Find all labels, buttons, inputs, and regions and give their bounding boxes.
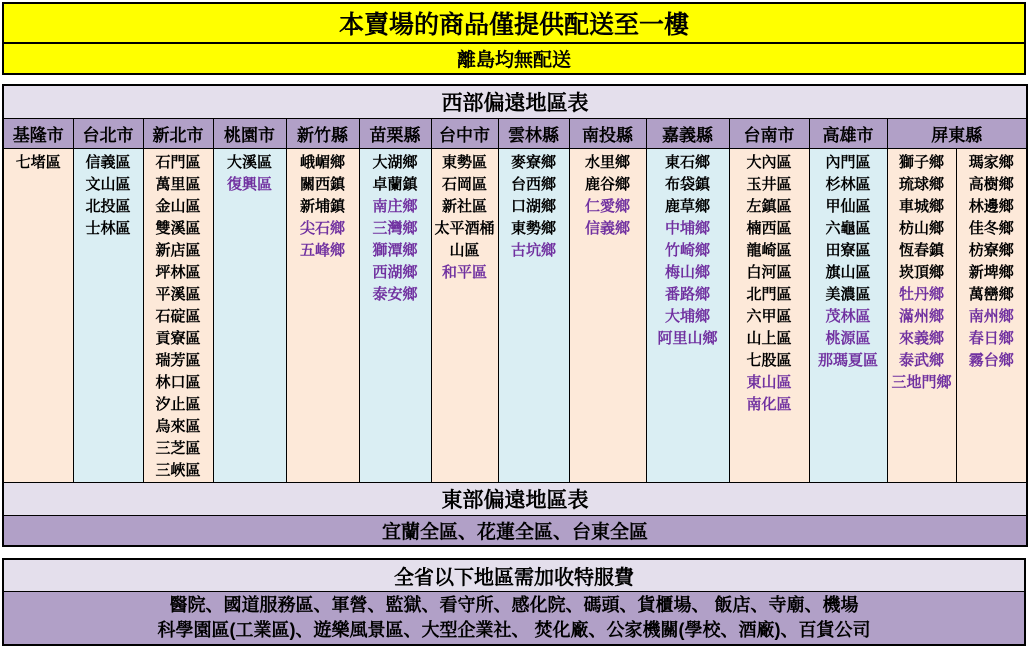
district-item: 復興區 — [226, 176, 272, 193]
district-item: 牡丹鄉 — [898, 286, 944, 303]
district-item: 獅潭鄉 — [372, 242, 418, 259]
district-item: 新社區 — [441, 198, 487, 215]
district-item: 南化區 — [746, 396, 792, 413]
west-table-title: 西部偏遠地區表 — [3, 85, 1027, 119]
district-item: 三地門鄉 — [891, 374, 952, 391]
district-item: 那瑪夏區 — [817, 352, 878, 369]
district-item: 和平區 — [441, 264, 487, 281]
district-item: 東山區 — [746, 374, 792, 391]
district-item: 坪林區 — [155, 264, 201, 281]
district-item: 北投區 — [85, 198, 131, 215]
district-item: 枋寮鄉 — [968, 242, 1014, 259]
district-item: 霧台鄉 — [968, 352, 1014, 369]
district-item: 新店區 — [155, 242, 201, 259]
district-item: 三芝區 — [155, 440, 201, 457]
district-item: 信義區 — [85, 154, 131, 171]
district-item: 尖石鄉 — [299, 220, 345, 237]
district-item: 車城鄉 — [898, 198, 944, 215]
district-item: 中埔鄉 — [664, 220, 710, 237]
district-item: 麥寮鄉 — [510, 154, 556, 171]
district-item: 東石鄉 — [664, 154, 710, 171]
district-item: 鹿谷鄉 — [584, 176, 630, 193]
west-data-row — [3, 149, 1027, 483]
district-item: 台西鄉 — [510, 176, 556, 193]
district-item: 美濃區 — [825, 286, 871, 303]
fee-line-1: 醫院、國道服務區、軍營、監獄、看守所、感化院、碼頭、貨櫃場、 飯店、寺廟、機場 — [169, 595, 859, 615]
district-item: 新埤鄉 — [968, 264, 1014, 281]
district-item: 春日鄉 — [968, 330, 1014, 347]
district-item: 萬里區 — [155, 176, 201, 193]
district-item: 玉井區 — [746, 176, 792, 193]
district-item: 文山區 — [85, 176, 131, 193]
west-header-row — [3, 119, 1027, 149]
district-item: 古坑鄉 — [510, 242, 556, 259]
district-item: 林口區 — [155, 374, 201, 391]
district-item: 大溪區 — [226, 154, 272, 171]
district-item: 西湖鄉 — [372, 264, 418, 281]
district-item: 白河區 — [746, 264, 792, 281]
district-item: 峨嵋鄉 — [299, 154, 345, 171]
district-list-8 — [498, 149, 569, 483]
column-header-6: 苗栗縣 — [359, 119, 431, 149]
column-header-8: 雲林縣 — [498, 119, 569, 149]
west-region-table — [2, 84, 1028, 547]
district-item: 山上區 — [746, 330, 792, 347]
fee-table-content — [3, 592, 1025, 646]
district-item: 汐止區 — [155, 396, 201, 413]
column-header-1: 基隆市 — [3, 119, 73, 149]
district-item: 鹿草鄉 — [664, 198, 710, 215]
district-item: 萬巒鄉 — [968, 286, 1014, 303]
district-item: 北門區 — [746, 286, 792, 303]
district-item: 南庄鄉 — [372, 198, 418, 215]
column-header-9: 南投縣 — [569, 119, 646, 149]
district-item: 茂林區 — [825, 308, 871, 325]
banner-table — [2, 2, 1026, 75]
district-list-2 — [73, 149, 143, 483]
district-item: 水里鄉 — [584, 154, 630, 171]
east-table-title: 東部偏遠地區表 — [3, 483, 1027, 516]
district-item: 林邊鄉 — [968, 198, 1014, 215]
district-item: 貢寮區 — [155, 330, 201, 347]
district-item: 旗山區 — [825, 264, 871, 281]
district-item: 平溪區 — [155, 286, 201, 303]
district-item: 甲仙區 — [825, 198, 871, 215]
column-header-3: 新北市 — [143, 119, 213, 149]
banner-subtitle: 離島均無配送 — [3, 43, 1025, 74]
district-item: 泰武鄉 — [898, 352, 944, 369]
district-list-3 — [143, 149, 213, 483]
district-item: 七堵區 — [15, 154, 61, 171]
district-item: 泰安鄉 — [372, 286, 418, 303]
district-item: 仁愛鄉 — [584, 198, 630, 215]
district-item: 楠西區 — [746, 220, 792, 237]
fee-table — [2, 558, 1026, 646]
district-list-13 — [887, 149, 956, 483]
district-item: 三灣鄉 — [372, 220, 418, 237]
district-list-12 — [809, 149, 887, 483]
column-header-10: 嘉義縣 — [646, 119, 729, 149]
district-item: 桃源區 — [825, 330, 871, 347]
district-item: 大湖鄉 — [372, 154, 418, 171]
district-item: 南州鄉 — [968, 308, 1014, 325]
district-item: 關西鎮 — [299, 176, 345, 193]
district-item: 阿里山鄉 — [657, 330, 718, 347]
district-item: 竹崎鄉 — [664, 242, 710, 259]
district-item: 大埔鄉 — [664, 308, 710, 325]
column-header-7: 台中市 — [431, 119, 498, 149]
district-item: 七股區 — [746, 352, 792, 369]
district-item: 瑞芳區 — [155, 352, 201, 369]
district-item: 布袋鎮 — [664, 176, 710, 193]
district-list-5 — [286, 149, 359, 483]
column-header-11: 台南市 — [729, 119, 809, 149]
district-item: 信義鄉 — [584, 220, 630, 237]
district-list-11 — [729, 149, 809, 483]
district-item: 東勢鄉 — [510, 220, 556, 237]
district-list-10 — [646, 149, 729, 483]
district-item: 左鎮區 — [746, 198, 792, 215]
district-item: 崁頂鄉 — [898, 264, 944, 281]
east-table-content: 宜蘭全區、花蓮全區、台東全區 — [3, 516, 1027, 547]
district-item: 太平酒桶山區 — [434, 220, 495, 259]
district-item: 田寮區 — [825, 242, 871, 259]
district-item: 恆春鎮 — [898, 242, 944, 259]
district-list-7 — [431, 149, 498, 483]
district-item: 佳冬鄉 — [968, 220, 1014, 237]
district-item: 高樹鄉 — [968, 176, 1014, 193]
district-item: 新埔鎮 — [299, 198, 345, 215]
district-item: 卓蘭鎮 — [372, 176, 418, 193]
district-list-9 — [569, 149, 646, 483]
district-item: 金山區 — [155, 198, 201, 215]
district-item: 雙溪區 — [155, 220, 201, 237]
district-item: 大內區 — [746, 154, 792, 171]
banner-title: 本賣場的商品僅提供配送至一樓 — [3, 3, 1025, 43]
district-list-6 — [359, 149, 431, 483]
district-item: 石碇區 — [155, 308, 201, 325]
column-header-13: 屏東縣 — [887, 119, 1027, 149]
column-header-2: 台北市 — [73, 119, 143, 149]
district-item: 滿州鄉 — [898, 308, 944, 325]
district-item: 石岡區 — [441, 176, 487, 193]
district-item: 梅山鄉 — [664, 264, 710, 281]
fee-table-title: 全省以下地區需加收特服費 — [3, 559, 1025, 592]
district-item: 內門區 — [825, 154, 871, 171]
district-list-14 — [956, 149, 1027, 483]
column-header-12: 高雄市 — [809, 119, 887, 149]
district-item: 六龜區 — [825, 220, 871, 237]
district-item: 琉球鄉 — [898, 176, 944, 193]
district-item: 士林區 — [85, 220, 131, 237]
district-item: 龍崎區 — [746, 242, 792, 259]
district-item: 五峰鄉 — [299, 242, 345, 259]
district-item: 口湖鄉 — [510, 198, 556, 215]
district-item: 杉林區 — [825, 176, 871, 193]
district-item: 枋山鄉 — [898, 220, 944, 237]
district-item: 東勢區 — [441, 154, 487, 171]
district-item: 三峽區 — [155, 462, 201, 479]
column-header-5: 新竹縣 — [286, 119, 359, 149]
district-item: 獅子鄉 — [898, 154, 944, 171]
district-list-1 — [3, 149, 73, 483]
district-item: 瑪家鄉 — [968, 154, 1014, 171]
column-header-4: 桃園市 — [213, 119, 286, 149]
district-item: 六甲區 — [746, 308, 792, 325]
district-item: 番路鄉 — [664, 286, 710, 303]
district-list-4 — [213, 149, 286, 483]
district-item: 烏來區 — [155, 418, 201, 435]
fee-line-2: 科學園區(工業區)、遊樂風景區、大型企業社、 焚化廠、公家機關(學校、酒廠)、百貨公司 — [157, 620, 871, 640]
district-item: 石門區 — [155, 154, 201, 171]
district-item: 來義鄉 — [898, 330, 944, 347]
